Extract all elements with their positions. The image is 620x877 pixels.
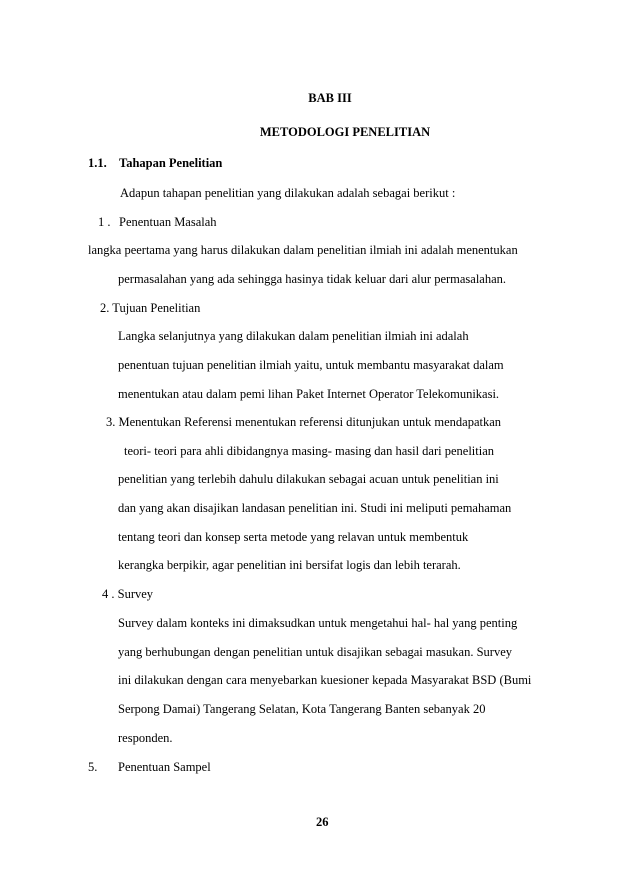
chapter-title: METODOLOGI PENELITIAN: [259, 125, 431, 139]
item-1-marker: 1 .: [98, 215, 111, 229]
item-1-line: langka peertama yang harus dilakukan dalam penelitian ilmiah ini adalah menentukan: [88, 243, 518, 257]
section-heading: Tahapan Penelitian: [119, 156, 223, 170]
item-2-line: Langka selanjutnya yang dilakukan dalam penelitian ilmiah ini adalah: [118, 329, 469, 343]
item-2-heading: 2. Tujuan Penelitian: [100, 301, 201, 315]
item-4-line: yang berhubungan dengan penelitian untuk disajikan sebagai masukan. Survey: [118, 645, 512, 659]
item-4-line: responden.: [118, 731, 173, 745]
item-5-marker: 5.: [88, 760, 98, 774]
item-3-line: teori- teori para ahli dibidangnya masing- masing dan hasil dari penelitian: [124, 444, 495, 458]
item-4-line: ini dilakukan dengan cara menyebarkan kuesioner kepada Masyarakat BSD (Bumi: [118, 673, 532, 687]
item-4-line: Survey dalam konteks ini dimaksudkan untuk mengetahui hal- hal yang penting: [118, 616, 518, 630]
chapter-label: BAB III: [308, 91, 352, 105]
item-2-line: menentukan atau dalam pemi lihan Paket Internet Operator Telekomunikasi.: [118, 387, 500, 401]
item-3-line: penelitian yang terlebih dahulu dilakukan sebagai acuan untuk penelitian ini: [118, 472, 499, 486]
item-4-heading: 4 . Survey: [102, 587, 154, 601]
page-number: 26: [316, 815, 329, 829]
item-3-line: kerangka berpikir, agar penelitian ini bersifat logis dan lebih terarah.: [118, 558, 461, 572]
item-4-line: Serpong Damai) Tangerang Selatan, Kota Tangerang Banten sebanyak 20: [118, 702, 486, 716]
item-3-heading: 3. Menentukan Referensi menentukan referensi ditunjukan untuk mendapatkan: [106, 415, 502, 429]
intro-paragraph: Adapun tahapan penelitian yang dilakukan adalah sebagai berikut :: [120, 186, 456, 200]
item-2-line: penentuan tujuan penelitian ilmiah yaitu, untuk membantu masyarakat dalam: [118, 358, 504, 372]
section-number: 1.1.: [88, 156, 107, 170]
item-3-line: tentang teori dan konsep serta metode yang relavan untuk membentuk: [118, 530, 469, 544]
item-1-title: Penentuan Masalah: [119, 215, 217, 229]
item-1-line: permasalahan yang ada sehingga hasinya tidak keluar dari alur permasalahan.: [118, 272, 507, 286]
item-5-title: Penentuan Sampel: [118, 760, 211, 774]
item-3-line: dan yang akan disajikan landasan penelitian ini. Studi ini meliputi pemahaman: [118, 501, 512, 515]
